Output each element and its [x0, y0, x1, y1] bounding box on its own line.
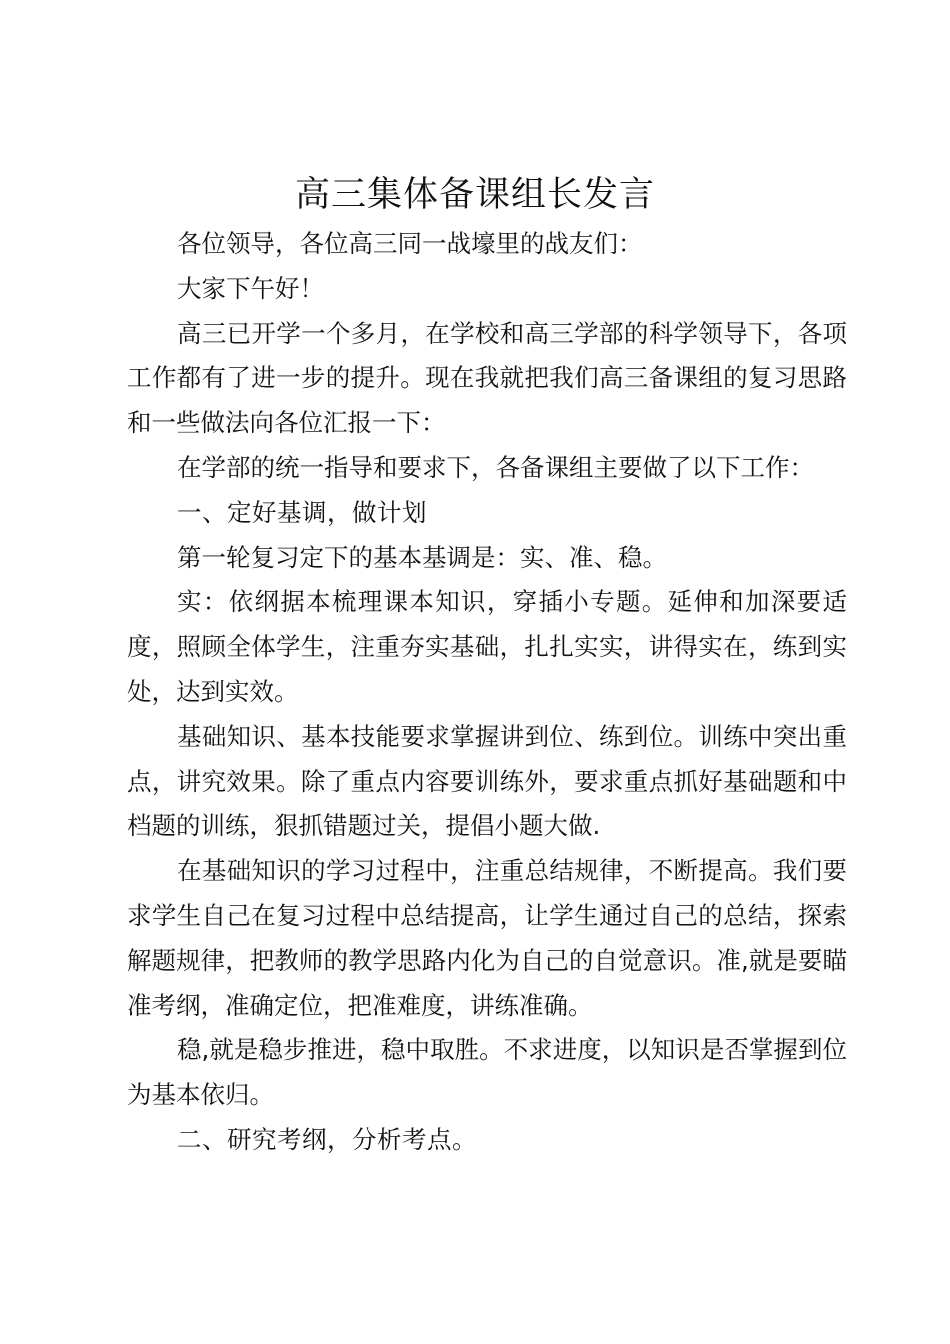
document-title: 高三集体备课组长发言 — [294, 175, 655, 215]
paragraph-salutation: 大家下午好！ — [177, 273, 324, 303]
document-body — [127, 222, 847, 1163]
paragraph-intro: 高三已开学一个多月，在学校和高三学部的科学领导下，各项工作都有了进一步的提升。现在我就把我们高三备课组的复习思路和一些做法向各位汇报一下： — [127, 318, 847, 438]
paragraph-keynote: 第一轮复习定下的基本基调是：实、准、稳。 — [177, 542, 667, 572]
section-heading-1: 一、定好基调，做计划 — [177, 497, 427, 527]
section-heading-2: 二、研究考纲，分析考点。 — [177, 1124, 477, 1154]
paragraph-basics: 基础知识、基本技能要求掌握讲到位、练到位。训练中突出重点，讲究效果。除了重点内容要训练外，要求重点抓好基础题和中档题的训练，狠抓错题过关，提倡小题大做. — [127, 721, 847, 841]
paragraph-greeting: 各位领导，各位高三同一战壕里的战友们： — [177, 229, 643, 258]
paragraph-steady: 稳,就是稳步推进，稳中取胜。不求进度，以知识是否掌握到位为基本依归。 — [127, 1035, 847, 1110]
paragraph-overview: 在学部的统一指导和要求下，各备课组主要做了以下工作： — [177, 452, 814, 482]
paragraph-solid: 实：依纲据本梳理课本知识，穿插小专题。延伸和加深要适度，照顾全体学生，注重夯实基础，扎扎实实，讲得实在，练到实处，达到实效。 — [127, 587, 847, 706]
paragraph-accurate: 在基础知识的学习过程中，注重总结规律，不断提高。我们要求学生自己在复习过程中总结提高，让学生通过自己的总结，探索解题规律，把教师的教学思路内化为自己的自觉意识。准,就是要瞄准考纲，准确定位，把准难度，讲练准确。 — [127, 856, 847, 1020]
